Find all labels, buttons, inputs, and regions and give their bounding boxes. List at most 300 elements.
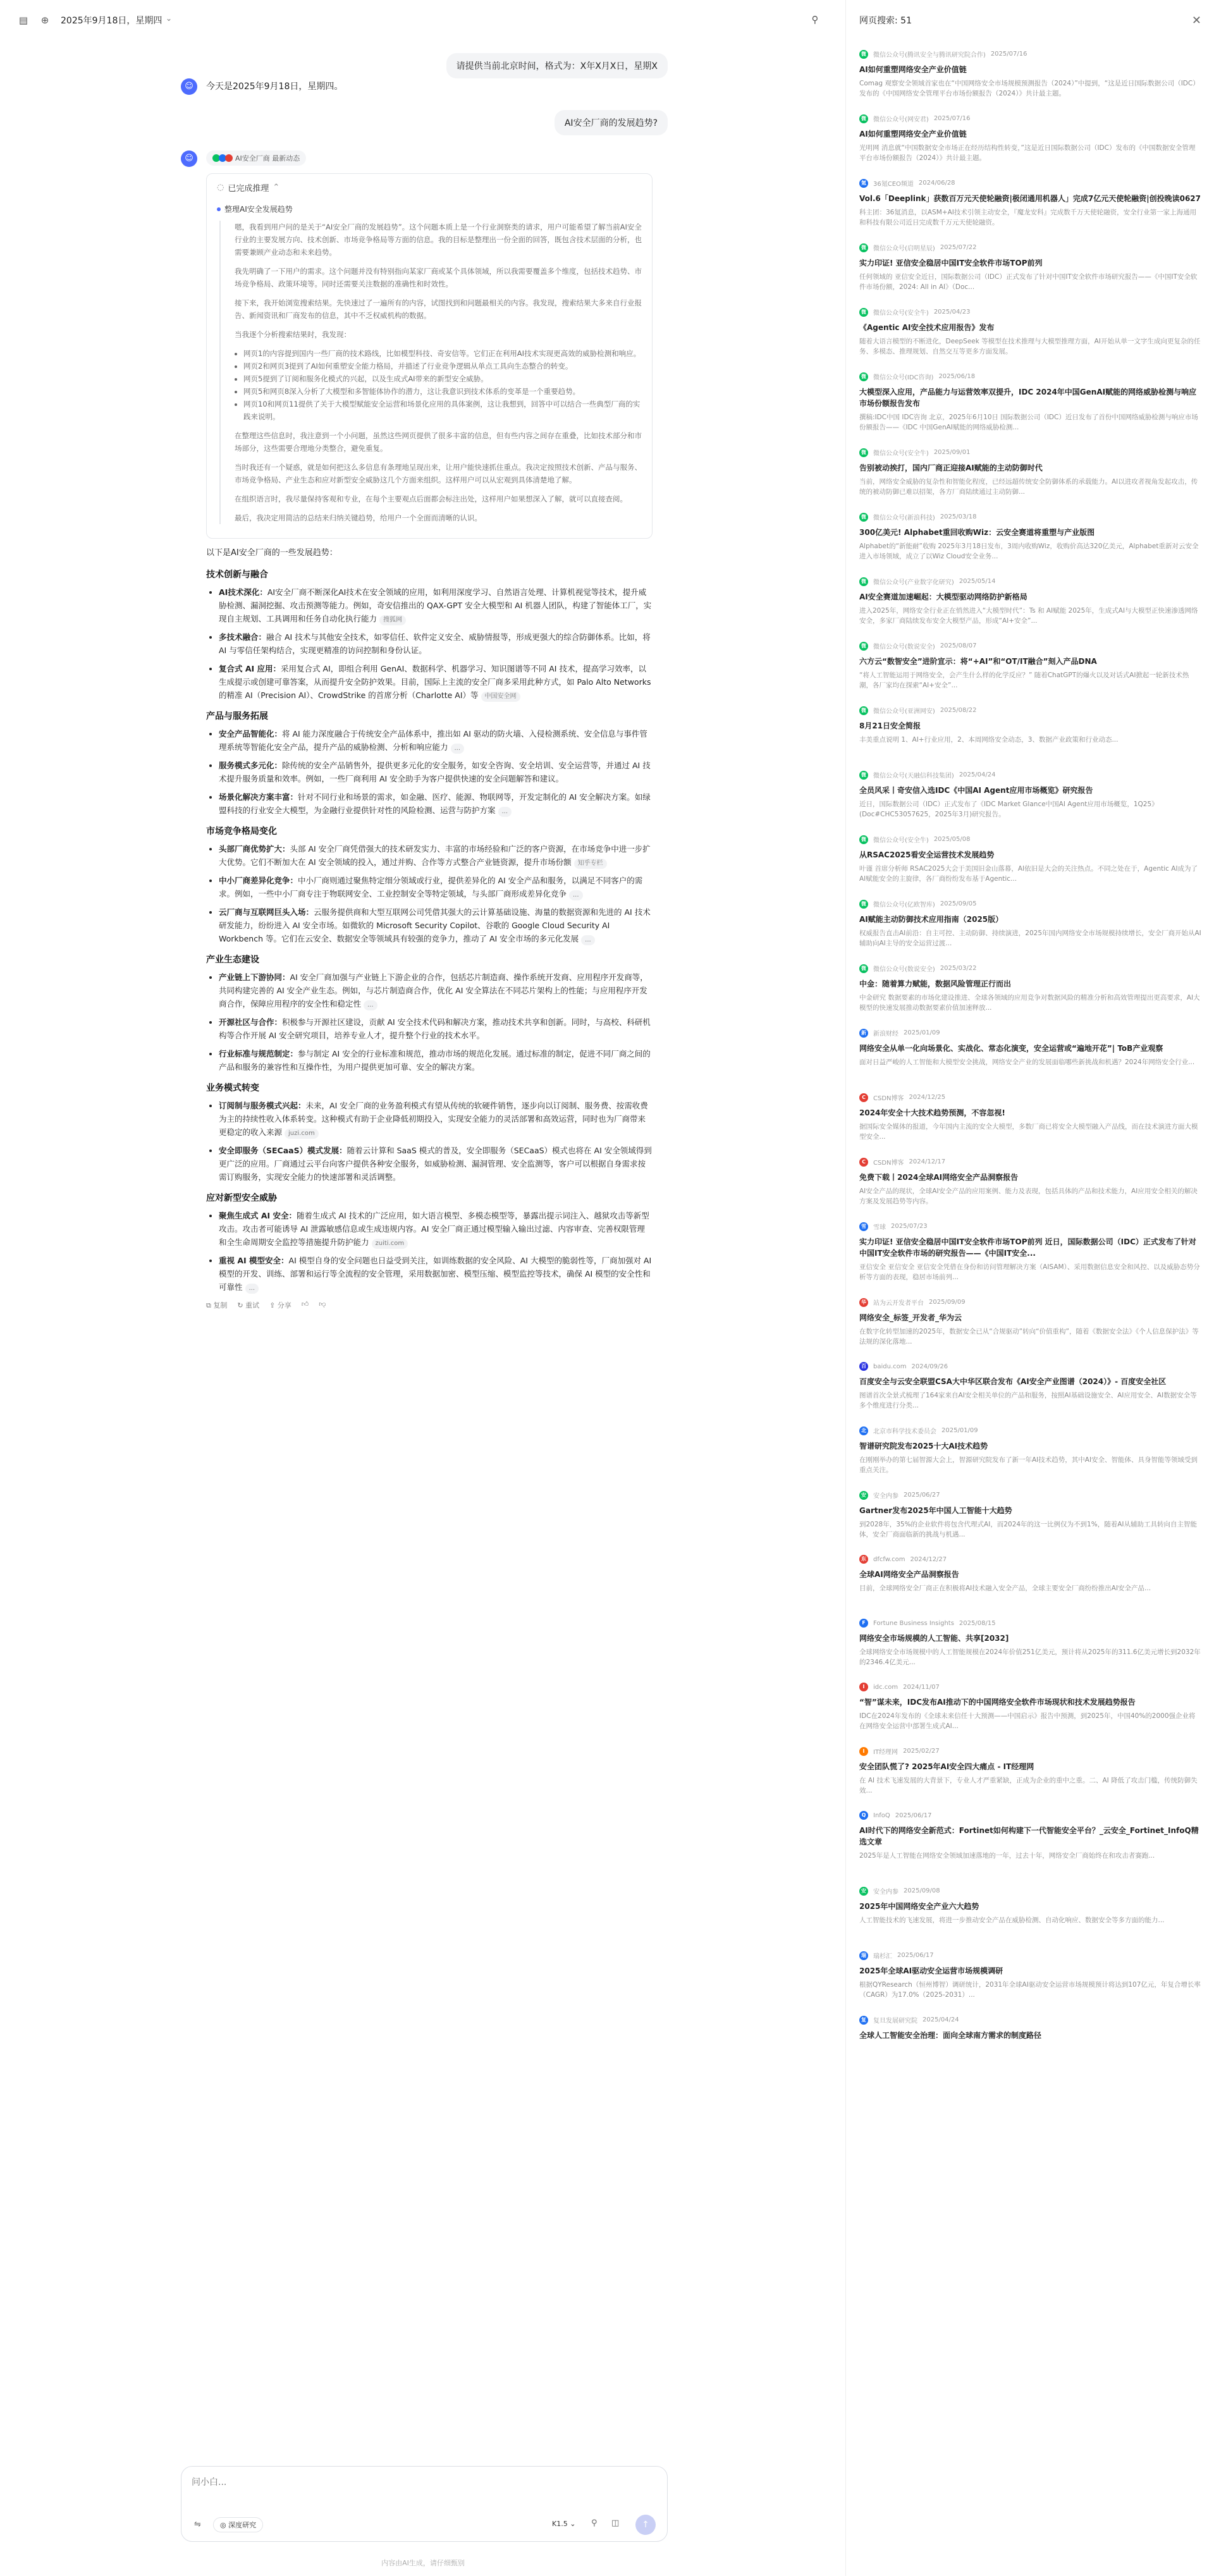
search-result[interactable] [847,40,1214,105]
search-result[interactable] [847,503,1214,568]
result-title[interactable]: 告别被动挨打，国内厂商正迎接AI赋能的主动防御时代 [859,463,1043,472]
thumbs-up-icon[interactable]: 👍︎ [301,1300,309,1308]
result-snippet: “将人工智能运用于网络安全，会产生什么样的化学反应？” 随着ChatGPT的爆火以及对话式AI掀起一轮新技术热潮，各厂家均在探索“AI+安全”... [859,672,1189,689]
result-title[interactable]: 从RSAC2025看安全运营技术发展趋势 [859,850,995,859]
answer-section-title: 产业生态建设 [206,955,259,965]
top-bar [0,0,846,40]
result-title[interactable]: AI赋能主动防御技术应用指南（2025版） [859,915,1003,924]
answer-item-text: 融合 AI 技术与其他安全技术，如零信任、软件定义安全、威胁情报等，形成更强大的综合防御体系。比如，将 AI 与零信任架构结合，实现更精准的访问控制和身份认证。 [219,632,651,655]
answer-item-heading: 订阅制与服务模式兴起： [219,1101,306,1110]
source-favicon-icon: 微 [859,577,868,586]
result-title[interactable]: Vol.6「Deeplink」获数百万元天使轮融资|极闭通用机器人」完成7亿元天使轮融资|创投晚读0627 [859,194,1201,203]
answer-item-heading: 服务模式多元化： [219,761,283,770]
citation-chip[interactable]: 知乎专栏 [574,859,607,869]
search-result[interactable] [847,568,1214,632]
retry-button[interactable]: ↻ 重试 [237,1301,260,1309]
result-source: 新浪财经 [873,1031,898,1038]
source-favicon-icon: 微 [859,50,868,59]
answer-item-heading: 安全产品智能化： [219,729,283,739]
search-result[interactable] [847,1877,1214,1942]
source-favicon-icon: 氪 [859,179,868,188]
search-result[interactable] [847,1289,1214,1353]
result-meta [859,114,1201,123]
answer-item-text: 参与制定 AI 安全的行业标准和规范，推动市场的规范化发展。通过标准的制定，促进不同厂商之间的产品和服务的兼容性和互操作性，为用户提供更加可靠、安全的解决方案。 [219,1049,651,1072]
citation-chip[interactable]: ... [498,807,512,817]
message-input[interactable] [192,2475,653,2507]
image-icon[interactable]: ◫ [611,2518,620,2528]
result-title[interactable]: 网络安全_标签_开发者_华为云 [859,1313,962,1322]
citation-chip[interactable]: ... [451,744,465,754]
source-favicon-icon: 微 [859,513,868,522]
citation-chip[interactable]: zuiti.com [372,1239,408,1249]
deep-research-label: 深度研究 [228,2521,257,2529]
result-title[interactable]: 百度安全与云安全联盟CSA大中华区联合发布《AI安全产业图谱（2024）》- 百度安全社区 [859,1377,1167,1386]
answer-item-heading: 行业标准与规范制定： [219,1049,298,1058]
reasoning-step [217,204,642,214]
source-favicon-icon: 微 [859,771,868,780]
result-title[interactable]: 实力印证! 亚信安全稳居中国IT安全软件市场TOP前列 [859,259,1043,267]
result-source: 安全内参 [873,1493,898,1500]
result-snippet: IDC在2024年发布的《全球未来信任十大预测——中国启示》报告中预测，到2025年，中国40%的2000强企业将在网络安全运营中部署生成式AI... [859,1712,1196,1730]
result-date: 2025/04/24 [959,771,996,778]
result-snippet: 2025年是人工智能在网络安全领域加速落地的一年，过去十年，网络安全厂商始终在和攻击者赛跑... [859,1852,1155,1860]
result-source: 微信公众号(安全牛) [873,837,929,844]
search-result[interactable] [847,632,1214,697]
search-result[interactable] [847,1942,1214,2006]
assistant-message [181,150,668,1310]
search-results-list [847,40,1214,2071]
result-title[interactable]: 300亿美元! Alphabet重回收购Wiz：云安全赛道将重塑与产业版图 [859,528,1095,537]
source-favicon-icon: 微 [859,642,868,651]
result-date: 2025/09/05 [940,900,977,907]
result-date: 2025/05/14 [959,578,996,585]
answer-item-heading: 聚焦生成式 AI 安全： [219,1211,297,1220]
result-title[interactable]: Gartner发布2025年中国人工智能十大趋势 [859,1506,1012,1515]
result-snippet: 在刚刚举办的第七届智源大会上，智源研究院发布了新一年AI技术趋势，其中AI安全、智能体、具身智能等领域受到重点关注。 [859,1456,1198,1474]
search-result[interactable] [847,1353,1214,1417]
result-title[interactable]: 免费下载丨2024全球AI网络安全产品洞察报告 [859,1173,1019,1182]
result-source: 微信公众号(安全牛) [873,310,929,317]
answer-item-heading: 重视 AI 模型安全： [219,1256,289,1265]
citation-chip[interactable]: ... [364,1000,377,1010]
result-snippet: AI安全产品的现状，全球AI安全产品的应用案例、能力及表现，包括具体的产品和技术能力，AI应用安全相关的解决方案及发展趋势等内容。 [859,1187,1198,1205]
answer-item-text: 中小厂商则通过聚焦特定细分领域或行业，提供差异化的 AI 安全产品和服务，以满足不同客户的需求。例如，一些中小厂商专注于物联网安全、工业控制安全等特定领域，与头部厂商形成差异化竞争 [219,876,643,899]
result-date: 2025/06/27 [904,1492,940,1499]
result-date: 2024/09/26 [911,1363,948,1370]
search-result[interactable] [847,169,1214,234]
source-favicon-icon: C [859,1093,868,1102]
result-source: 雪球 [873,1224,886,1231]
search-result[interactable] [847,1084,1214,1148]
source-favicon-icon: 华 [859,1298,868,1307]
result-meta [859,243,1201,252]
source-favicon-icon: 北 [859,1426,868,1435]
result-meta [859,1362,1201,1371]
result-meta [859,1028,1201,1038]
answer-body [206,546,653,1294]
citation-chip[interactable]: 搜狐网 [379,615,406,625]
answer-section-title: 产品与服务拓展 [206,711,268,721]
result-source: 微信公众号(亿欧智库) [873,902,935,909]
answer-list-item [219,1254,653,1294]
result-source: 微信公众号(启明星辰) [873,245,935,252]
result-snippet: Comag 观察安全领域首家也在“中国网络安全市场规模预测报告（2024）”中提到，“这是近日国际数据公司（IDC）发布的《中国网络安全管理平台市场份额报告（2024）》共计最主题。 [859,80,1199,97]
result-snippet: 中金研究 数据要素的市场化建设推进、全球各领域的应用竞争对数据风险的精准分析和高效管理提出更高要求，AI大模型的快速发展推动数据要素价值加速释放... [859,994,1200,1012]
source-favicon-icon: 复 [859,2016,868,2025]
result-title[interactable]: AI时代下的网络安全新范式：Fortinet如何构建下一代智能安全平台？_云安全_Fortinet_InfoQ精选文章 [859,1826,1199,1846]
result-meta [859,372,1201,381]
assistant-message [181,78,668,94]
answer-list [219,727,653,817]
reasoning-paragraph: 最后，我决定用简洁的总结来归纳关键趋势，给用户一个全面而清晰的认识。 [235,513,482,522]
source-favicon-icon: C [859,1158,868,1167]
search-result[interactable] [847,890,1214,955]
result-title[interactable]: 安全团队慌了? 2025年AI安全四大痛点 - IT经理网 [859,1762,1034,1771]
reasoning-paragraph: 嗯，我看到用户问的是关于“AI安全厂商的发展趋势”。这个问题本质上是一个行业洞察类的请求，用户可能希望了解当前AI安全行业的主要发展方向、技术创新、市场竞争格局等方面的信息。我的目标是整理出一份全面的回答，既包含技术层面的分析，也需要兼顾产业动态和未来趋势。 [235,223,642,257]
pin-icon[interactable]: ⚲ [811,14,819,25]
result-source: CSDN博客 [873,1095,904,1102]
answer-item-heading: 头部厂商优势扩大： [219,844,290,854]
reasoning-paragraph: 当我逐个分析搜索结果时，我发现： [235,330,351,339]
result-title[interactable]: 2025年中国网络安全产业六大趋势 [859,1902,979,1911]
search-result[interactable] [847,1738,1214,1802]
search-result[interactable] [847,697,1214,761]
globe-icon: ◎ [220,2521,226,2529]
result-snippet: 在 AI 技术飞速发展的大背景下，专业人才严重紧缺，正成为企业的重中之重。二、AI 降低了攻击门槛，传统防御失效... [859,1777,1198,1794]
answer-section-title: 应对新型安全威胁 [206,1193,277,1203]
message-composer [181,2466,668,2542]
answer-list-item [219,790,653,817]
result-title[interactable]: 《Agentic AI安全技术应用报告》发布 [859,323,995,332]
result-meta [859,835,1201,844]
search-result[interactable] [847,1674,1214,1738]
result-snippet: 随着大语言模型的不断进化，DeepSeek 等模型在技术推理与大模型推理方面，AI开始从单一文字生成向更复杂的任务、多模态、推理规划、自然交互等更多方面发展。 [859,338,1201,355]
result-meta [859,1157,1201,1167]
result-date: 2024/12/25 [909,1094,946,1101]
answer-item-text: 将 AI 能力深度融合于传统安全产品体系中，推出如 AI 驱动的防火墙、入侵检测系统、安全信息与事件管理系统等智能化安全产品，提升产品的威胁检测、分析和响应能力 [219,729,647,752]
source-favicon-icon: 微 [859,308,868,317]
result-title[interactable]: 智谱研究院发布2025十大AI技术趋势 [859,1442,988,1451]
result-meta [859,1951,1201,1960]
result-date: 2025/09/01 [933,449,971,456]
send-button[interactable]: ↑ [635,2515,656,2535]
deep-research-toggle[interactable] [213,2517,263,2532]
answer-item-heading: 产业链上下游协同： [219,972,290,982]
result-snippet: 全球网络安全市场规模中的人工智能规模在2024年价值251亿美元，预计将从2025年的311.6亿美元增长到2032年的2346.4亿美元... [859,1648,1201,1666]
paperclip-icon[interactable]: ⚲ [591,2518,598,2528]
search-result[interactable] [847,1802,1214,1877]
result-source: idc.com [873,1683,898,1691]
result-title[interactable]: 全员风采丨奇安信入选IDC《中国AI Agent应用市场概览》研究报告 [859,786,1093,795]
answer-list [219,1209,653,1294]
result-title[interactable]: 2025年全球AI驱动安全运营市场规模调研 [859,1966,1003,1975]
result-source: 微信公众号(数说安全) [873,966,935,973]
result-snippet: 光明网 消息就“中国数据安全市场正在经历结构性转变，”这是近日国际数据公司（IDC）发布的《中国数据安全管理平台市场份额报告（2024）》共计最主题。 [859,144,1196,162]
chevron-up-icon: ⌃ [273,183,280,192]
answer-intro: 以下是AI安全厂商的一些发展趋势： [206,548,338,558]
result-title[interactable]: 全球人工智能安全治理：面向全球南方需求的制度路径 [859,2031,1042,2040]
retry-label: 重试 [245,1301,260,1309]
result-title[interactable]: 实力印证! 亚信安全稳居中国IT安全软件市场TOP前列 近日，国际数据公司（IDC）正式发布了针对中国IT安全软件市场的研究报告——《中国IT安全... [859,1237,1196,1258]
answer-item-heading: 安全即服务（SECaaS）模式发展： [219,1146,347,1155]
copy-label: 复制 [213,1301,228,1309]
source-favicon-icon: 微 [859,706,868,715]
answer-item-heading: 场景化解决方案丰富： [219,792,298,802]
search-result[interactable] [847,298,1214,363]
reasoning-paragraph: 在整理这些信息时，我注意到一个小问题，虽然这些网页提供了很多丰富的信息，但有些内容之间存在重叠，比如技术部分和市场部分，这些需要合理地分类整合，避免重复。 [235,431,642,453]
search-result[interactable] [847,1546,1214,1610]
result-date: 2025/06/17 [895,1812,932,1819]
result-meta [859,512,1201,522]
reasoning-list [235,347,642,423]
answer-item-text: 采用复合式 AI，即组合利用 GenAI、数据科学、机器学习、知识图谱等不同 AI 技术，提高学习效率，以生成提示或创建可靠答案，从而提升安全防护效果。目前，国际上主流的安全厂商多采用此种方式，如 Palo Alto Networks 的精准 AI（Precision AI）、CrowdStrike 的首席分析（Charlotte AI）等 [219,664,651,700]
search-result[interactable] [847,1148,1214,1213]
result-meta [859,1297,1201,1307]
result-source: CSDN博客 [873,1160,904,1167]
source-favicon-icon: 微 [859,964,868,973]
result-meta [859,307,1201,317]
source-favicon-icon: 安 [859,1491,868,1500]
result-date: 2025/04/24 [923,2016,959,2023]
source-favicon-icon: F [859,1619,868,1628]
answer-list-item [219,662,653,702]
result-snippet: 亚信安全 亚信安全 亚信安全凭借在身份和访问管理解决方案（AISAM）、采用数据信息安全和风控、以及威胁态势分析等方面的表现，稳居市场前列... [859,1263,1200,1281]
result-snippet: 根据QYResearch（恒州博智）调研统计，2031年全球AI驱动安全运营市场规模预计将达到107亿元，年复合增长率（CAGR）为17.0%（2025-2031）... [859,1981,1201,1999]
answer-item-text: AI 模型自身的安全问题也日益受到关注，如训练数据的安全风险、AI 大模型的脆弱性等，厂商加强对 AI 模型的开发、训练、部署和运行等全流程的安全管理，采用数据加密、模型压缩、模型监控等技术，确保 AI 模型的安全性和可靠性 [219,1256,652,1292]
lightbulb-icon: ◌ [217,183,224,192]
user-message: AI安全厂商的发展趋势? [555,110,668,135]
result-source: 复旦发展研究院 [873,2018,917,2025]
answer-list-item [219,1209,653,1249]
result-meta [859,1683,1201,1691]
result-title[interactable]: 网络安全市场规模的人工智能、共享[2032] [859,1634,1009,1643]
result-title[interactable]: AI如何重塑网络安全产业价值链 [859,130,967,138]
panel-title: 网页搜索: 51 [859,16,912,26]
share-button[interactable]: ⇪ 分享 [269,1301,291,1309]
source-favicon-icon: 微 [859,900,868,909]
answer-item-heading: 中小厂商差异化竞争： [219,876,298,885]
result-date: 2025/06/17 [897,1952,934,1959]
result-meta [859,1490,1201,1500]
answer-item-heading: AI技术深化： [219,587,267,597]
answer-item-heading: 开源社区与合作： [219,1017,283,1027]
citation-chip[interactable]: ... [569,890,583,900]
result-source: 微信公众号(产业数字化研究) [873,579,954,586]
thumbs-down-icon[interactable]: 👎︎ [319,1300,326,1308]
conversation-title[interactable]: 2025年9月18日，星期四 [61,16,162,26]
result-title[interactable]: 六方云“数智安全”进阶宣示：将“+AI”和“OT/IT融合”刻入产品DNA [859,657,1097,666]
share-label: 分享 [277,1301,291,1309]
search-result[interactable] [847,234,1214,298]
result-meta [859,2015,1201,2025]
search-result[interactable] [847,826,1214,890]
result-snippet: 面对日益严峻的人工智能和大模型安全挑战，网络安全产业的发展面临哪些新挑战和机遇？2024年网络安全行业... [859,1058,1195,1066]
result-date: 2025/07/23 [891,1223,928,1230]
result-date: 2025/04/23 [933,309,971,316]
result-date: 2025/07/22 [940,244,977,251]
result-source: 微信公众号(天融信科技集团) [873,773,954,780]
result-date: 2025/01/09 [941,1427,978,1434]
model-selector[interactable]: K1.5 ⌄ [552,2520,576,2528]
sidebar-toggle-icon[interactable]: ▤ [18,15,28,26]
search-result[interactable] [847,439,1214,503]
assistant-avatar: ☺ [181,78,197,95]
answer-item-text: 云服务提供商和大型互联网公司凭借其强大的云计算基础设施、海量的数据资源和先进的 AI 技术研发能力，纷纷进入 AI 安全市场。如微软的 Microsoft Security Copilot、谷歌的 Google Cloud Security AI Workbench 等。它们在云安全、数据安全等领域具有较强的竞争力，推动了 AI 安全市场的多元化发展 [219,907,651,943]
answer-section-title: 市场竞争格局变化 [206,826,277,837]
answer-list-item [219,759,653,785]
result-title[interactable]: 大模型深入应用，产品能力与运营效率双提升，IDC 2024年中国GenAI赋能的网络威胁检测与响应市场份额报告发布 [859,388,1197,408]
result-source: baidu.com [873,1363,907,1370]
result-source: 36氪CEO频道 [873,181,914,188]
result-title[interactable]: 2024年安全十大技术趋势预测，不容忽视! [859,1108,1005,1117]
search-result[interactable] [847,1610,1214,1674]
result-date: 2025/01/09 [904,1029,940,1036]
result-source: 微信公众号(亚洲网安) [873,708,935,715]
answer-list-item [219,1047,653,1074]
assistant-text: 今天是2025年9月18日，星期四。 [206,82,343,92]
answer-list-item [219,1099,653,1139]
search-result[interactable] [847,1481,1214,1546]
model-label: K1.5 [552,2520,568,2528]
search-result[interactable] [847,1019,1214,1084]
result-meta [859,1886,1201,1896]
search-result[interactable] [847,363,1214,439]
answer-item-heading: 多技术融合： [219,632,267,642]
chevron-down-icon[interactable]: ⌄ [166,14,173,23]
answer-item-text: AI安全厂商不断深化AI技术在安全领域的应用，如利用深度学习、自然语言处理、计算机视觉等技术，提升威胁检测、漏洞挖掘、攻击预测等能力。例如，奇安信推出的 QAX-GPT 安全大模型和 AI 机器人团队，构建了智能体工厂，实现自主规划、工具调用和任务自动化执行能力 [219,587,652,623]
citation-chip[interactable]: juzi.com [285,1129,319,1139]
reasoning-body [219,221,642,524]
result-snippet [859,2044,1201,2064]
search-result[interactable] [847,955,1214,1019]
search-result[interactable] [847,1417,1214,1481]
step-dot-icon [217,207,221,211]
result-title[interactable]: 全球AI网络安全产品洞察报告 [859,1570,959,1579]
result-meta [859,1426,1201,1435]
result-source: 微信公众号(数说安全) [873,644,935,651]
result-meta [859,1222,1201,1231]
result-meta [859,706,1201,715]
result-title[interactable]: 8月21日安全简报 [859,721,921,730]
citation-chip[interactable]: ... [581,935,595,945]
citation-chip[interactable]: 中国安全网 [481,692,520,702]
search-result[interactable] [847,2006,1214,2071]
result-snippet: 任何领域的 亚信安全近日，国际数据公司（IDC）正式发布了针对中国IT安全软件市场研究报告——《中国IT安全软件市场份额，2024: All in AI》（Doc... [859,273,1198,291]
result-snippet: 图谱首次全景式梳理了164家来自AI安全相关单位的产品和服务，按照AI基础设施安全、AI应用安全、AI数据安全等多个维度进行分类... [859,1392,1197,1409]
sources-pill-label: AI安全厂商 最新动态 [235,154,300,163]
panel-header [847,0,1214,40]
result-source: 北京市科学技术委员会 [873,1428,936,1435]
source-favicon-icon: 微 [859,114,868,123]
answer-list [219,842,653,945]
reasoning-bullet: • 网页2和网页3提到了AI如何重塑安全能力格局，并描述了行业竞争逻辑从单点工具向生态整合的转变。 [243,360,642,372]
result-source: dfcfw.com [873,1555,905,1563]
assistant-avatar: ☺ [181,150,197,167]
result-snippet: 当前，网络安全威胁的复杂性和智能化程度，已经远超传统安全防御体系的承载能力。AI以进攻者视角发起攻击，传统的被动防御已难以招架，各方厂商陆续通过主动防御... [859,478,1198,496]
result-snippet: 权威报告直击AI前沿：自主可控、主动防御、持续演进，2025年国内网络安全市场规模持续增长，安全厂商开始从AI辅助向AI主导的安全运营过渡... [859,929,1201,947]
result-meta [859,1811,1201,1820]
answer-item-text: 积极参与开源社区建设，贡献 AI 安全技术代码和解决方案，推动技术共享和创新。同时，与高校、科研机构等合作开展 AI 安全研究项目，培养专业人才，提升整个行业的技术水平。 [219,1017,651,1040]
result-date: 2024/12/17 [909,1158,946,1165]
result-title[interactable]: 中金：随着算力赋能，数据风险管理正行而出 [859,979,1012,988]
result-meta [859,577,1201,586]
search-result[interactable] [847,105,1214,169]
source-favicon-icon: 百 [859,1362,868,1371]
source-favicon-icon: I [859,1747,868,1756]
search-result[interactable] [847,1213,1214,1289]
new-chat-icon[interactable]: ⊕ [40,15,49,26]
answer-item-heading: 云厂商与互联网巨头入场： [219,907,314,917]
source-favicon-icon: 新 [859,1029,868,1038]
result-meta [859,964,1201,973]
result-snippet: 据国际安全媒体的报道，今年国内主流的安全大模型，多数厂商已将安全大模型融入产品线，而在技术演进方面大模型安全... [859,1123,1198,1141]
reasoning-header[interactable] [217,181,642,193]
answer-list [219,1099,653,1184]
result-date: 2024/06/28 [918,180,955,187]
result-title[interactable]: “智”谋未来，IDC发布AI推动下的中国网络安全软件市场现状和技术发展趋势报告 [859,1698,1136,1707]
result-source: 安全内参 [873,1889,898,1896]
result-date: 2024/12/27 [910,1555,947,1563]
source-favicon-icon: 东 [859,1555,868,1564]
result-date: 2025/05/08 [933,836,971,843]
reasoning-step-label: 整理AI安全发展趋势 [224,205,293,214]
result-title[interactable]: 网络安全从单一化向场景化、实战化、常态化演变，安全运营或“遍地开花”| ToB产业观察 [859,1044,1163,1053]
result-date: 2025/03/22 [940,965,977,972]
close-icon[interactable]: ✕ [1191,13,1201,27]
answer-list-item [219,1015,653,1042]
result-source: 微信公众号(IDC咨询) [873,374,934,381]
result-title[interactable]: AI安全赛道加速崛起：大模型驱动网络防护新格局 [859,592,1027,601]
answer-section-title: 技术创新与融合 [206,570,268,580]
answer-list-item [219,586,653,625]
user-message: 请提供当前北京时间，格式为：X年X月X日，星期X [446,53,668,78]
answer-list-item [219,971,653,1010]
sources-pill[interactable] [206,150,306,166]
message-list [181,40,668,1310]
footer-disclaimer: 内容由AI生成，请仔细甄别 [381,2559,465,2567]
answer-item-text: 除传统的安全产品销售外，提供更多元化的安全服务，如安全咨询、安全培训、安全运营等，并通过 AI 技术提升服务质量和效率。例如，一些厂商利用 AI 安全助手为客户提供快速的安全问题解答和建议。 [219,761,651,783]
reasoning-bullet: • 网页5和网页8深入分析了大模型和多智能体协作的潜力，这让我意识到技术体系的变革是一个重要趋势。 [243,385,642,398]
result-snippet: 叶谨 首席分析师 RSAC2025大会于美国旧金山落幕，AI依旧是大会的关注热点。不同之处在于，Agentic AI成为了AI赋能安全的主旋律，各厂商纷纷发布基于Agentic... [859,865,1198,883]
source-favicon-icon: 雪 [859,1222,868,1231]
answer-list-item [219,842,653,869]
result-date: 2025/08/22 [940,707,977,714]
reasoning-bullet: • 网页5提到了订阅和服务化模式的兴起，以及生成式AI带来的新型安全威胁。 [243,372,642,385]
answer-item-heading: 复合式 AI 应用： [219,664,281,673]
result-title[interactable]: AI如何重塑网络安全产业价值链 [859,65,967,74]
result-date: 2025/09/09 [929,1299,966,1306]
reasoning-panel [206,173,653,539]
result-meta [859,1746,1201,1756]
answer-section-title: 业务模式转变 [206,1083,259,1093]
result-date: 2025/03/18 [940,513,977,520]
message-actions [206,1300,668,1310]
citation-chip[interactable]: ... [245,1284,259,1294]
answer-list [219,586,653,702]
answer-item-text: 随着云计算和 SaaS 模式的普及，安全即服务（SECaaS）模式也将在 AI 安全领域得到更广泛的应用。厂商通过云平台向客户提供各种安全服务，如威胁检测、漏洞管理、安全监测等，客户可以根据自身需求按需订购服务，实现安全能力的快速部署和灵活调整。 [219,1146,652,1182]
answer-list-item [219,905,653,945]
search-result[interactable] [847,761,1214,826]
result-source: 站为云开发者平台 [873,1300,924,1307]
result-meta [859,899,1201,909]
source-favicon-icon: Q [859,1811,868,1820]
result-snippet: 到2028年，35%的企业软件将包含代理式AI，而2024年的这一比例仅为不到1%，随着AI从辅助工具转向自主智能体，安全厂商面临新的挑战与机遇... [859,1521,1197,1538]
copy-button[interactable]: ⧉ 复制 [206,1301,228,1309]
result-date: 2025/08/15 [959,1619,996,1627]
result-meta [859,178,1201,188]
result-date: 2025/02/27 [903,1748,940,1755]
attachment-icon[interactable]: ⇋ [194,2520,201,2529]
